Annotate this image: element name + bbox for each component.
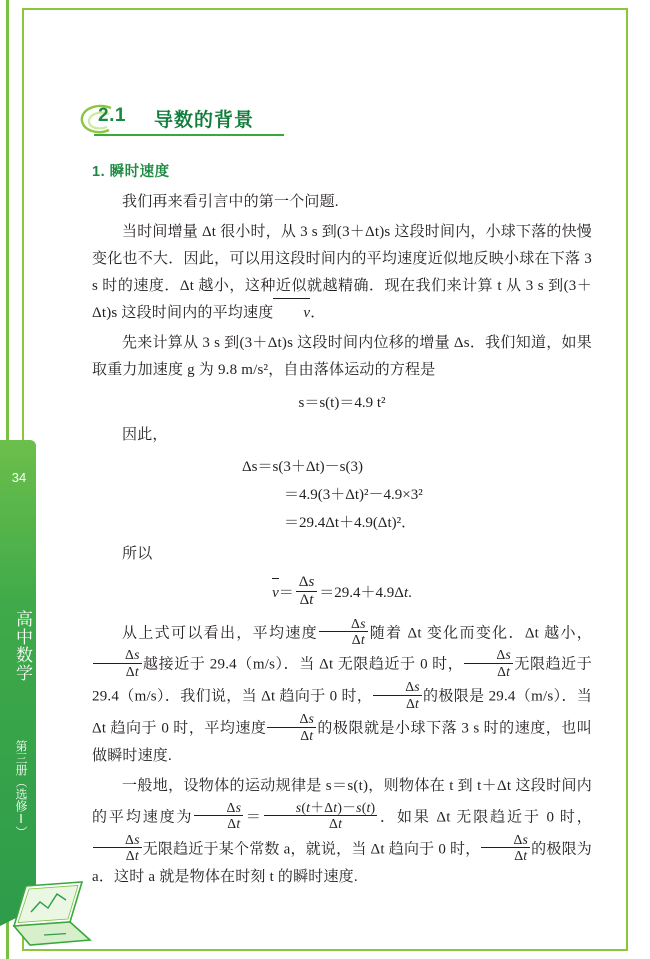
page-border-bottom (22, 949, 628, 951)
subsection-heading: 1. 瞬时速度 (92, 164, 170, 180)
paragraph-6-mid-2: 越接近于 29.4（m/s）．当 Δt 无限趋近于 0 时， (142, 656, 464, 673)
page-border-right (626, 8, 628, 951)
difference-quotient-fraction: $\frac{s(t+\Delta t)-s(t)}{\Delta t}$ (264, 800, 378, 832)
page-number: 34 (11, 470, 27, 485)
paragraph-7-mid-3: 的极限为 a．这时 a 就是物体在时刻 t 的瞬时速度. (92, 841, 592, 885)
equation-2-line-3: ＝29.4Δt＋4.9(Δt)²． (284, 515, 417, 531)
ds-dt-fraction-6: $\frac{\Delta s}{\Delta t}$ (194, 800, 243, 832)
book-title-vertical: 高中数学 (13, 610, 32, 682)
equation-3: v＝ $\frac{\Delta s}{\Delta t}$ ＝29.4＋4.9Δt. (272, 574, 412, 609)
paragraph-4: 因此， (122, 427, 168, 443)
paragraph-6-mid-1: 随着 Δt 变化而变化．Δt 越小， (368, 624, 592, 641)
equation-2 (92, 453, 592, 537)
book-subtitle-vertical: 第三册（选修Ⅰ） (14, 740, 28, 838)
paragraph-7-lead: 一般地，设物体的运动规律是 s＝s(t)，则物体在 t 到 t＋Δt 这段时间内的平均速度为 (92, 778, 592, 826)
paragraph-6-end: 的极限就是小球下落 3 s 时的速度，也叫做瞬时速度. (92, 720, 592, 764)
paragraph-2-text: 当时间增量 Δt 很小时，从 3 s 到(3＋Δt)s 这段时间内，小球下落的快慢变化也不大．因此，可以用这段时间内的平均速度近似地反映小球在下落 3 s 时的速度．Δt 越小，这种近似就越精确．现在我们来计算 t 从 3 s 到(3＋Δt)s 这段时间内的平均速度 (92, 224, 592, 321)
section-number: 2.1 (98, 105, 126, 126)
section-title: 导数的背景 (154, 110, 255, 131)
v-bar-symbol: v (273, 300, 310, 327)
ds-dt-fraction-8: $\frac{\Delta s}{\Delta t}$ (481, 832, 530, 864)
ds-dt-fraction-2: $\frac{\Delta s}{\Delta t}$ (93, 647, 142, 679)
ds-dt-fraction-4: $\frac{\Delta s}{\Delta t}$ (373, 679, 422, 711)
ds-dt-fraction-7: $\frac{\Delta s}{\Delta t}$ (93, 832, 142, 864)
paragraph-2-tail: ． (310, 305, 326, 321)
paragraph-1: 我们再来看引言中的第一个问题. (122, 194, 339, 210)
paragraph-6-mid-3: 无限趋近于 29.4（m/s）．我们说，当 Δt 趋向于 0 时， (92, 656, 592, 705)
equation-3-fraction: $\frac{\Delta s}{\Delta t}$ (296, 574, 318, 610)
paragraph-6 (92, 616, 592, 771)
page-border-top (22, 8, 628, 10)
equation-2-line-1: Δs＝s(3＋Δt)－s(3) (242, 459, 363, 475)
equation-2-line-2: ＝4.9(3＋Δt)²－4.9×3² (284, 487, 423, 503)
section-heading (78, 104, 278, 138)
equation-1: s＝s(t)＝4.9 t² (298, 395, 386, 411)
laptop-icon (4, 880, 96, 950)
ds-dt-fraction-1: $\frac{\Delta s}{\Delta t}$ (319, 616, 368, 648)
ds-dt-fraction-5: $\frac{\Delta s}{\Delta t}$ (267, 711, 316, 743)
paragraph-3: 先来计算从 3 s 到(3＋Δt)s 这段时间内位移的增量 Δs．我们知道，如果取重力加速度 g 为 9.8 m/s²，自由落体运动的方程是 (92, 335, 592, 378)
ds-dt-fraction-3: $\frac{\Delta s}{\Delta t}$ (464, 647, 513, 679)
page-content (92, 160, 592, 894)
paragraph-6-mid-4: 的极限是 29.4（m/s）．当 Δt 趋向于 0 时，平均速度 (92, 688, 593, 737)
paragraph-6-lead: 从上式可以看出，平均速度 (122, 624, 318, 641)
paragraph-7: 一般地，设物体的运动规律是 s＝s(t)，则物体在 t 到 t＋Δt 这段时间内的平均速度为 $\frac{\Delta s}{\Delta t}$ ＝ $\frac{s(t+\Delta t)-s(t)}{\Delta t}$ ．如果 Δt 无限趋近于 0 时， $\frac{\Delta s}{\Delta t}$ 无限趋近于某个常数 a，就说，当 Δt 趋向于 0 时， $\frac{\Delta s}{\Delta t}$ 的极限为 a．这时 a 就是物体在时刻 t 的瞬时速度. (92, 778, 593, 885)
paragraph-7-mid-2: 无限趋近于某个常数 a，就说，当 Δt 趋向于 0 时， (142, 841, 481, 858)
paragraph-2 (92, 219, 592, 327)
section-underline (94, 134, 284, 136)
paragraph-5: 所以 (122, 546, 153, 562)
paragraph-7-mid-1: ．如果 Δt 无限趋近于 0 时， (378, 809, 593, 826)
equation-3-vbar: v (272, 580, 279, 606)
